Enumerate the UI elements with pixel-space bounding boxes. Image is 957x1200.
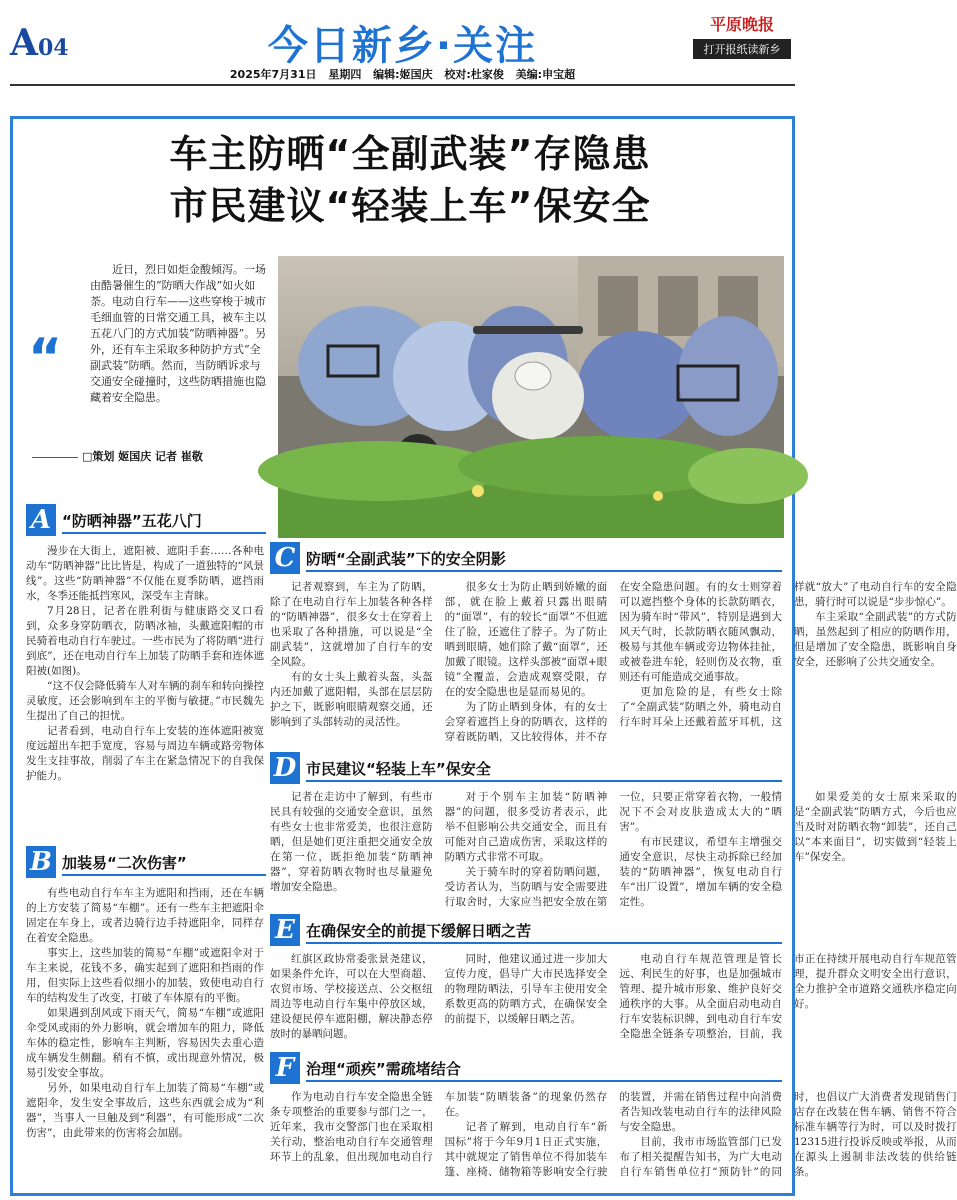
section-c-letter: C [270,542,300,574]
section-d-letter: D [270,752,300,784]
paragraph: 漫步在大街上，遮阳被、遮阳手套……各种电动车“防晒神器”比比皆是，构成了一道独特的“风景线”。这些“防晒神器”不仅能在夏季防晒，遮挡雨水，冬季还能抵挡寒风，深受车主青睐。 [26,545,264,602]
section-e-header [270,915,782,946]
paragraph: 电动自行车规范管理是管长远、利民生的好事，也是加强城市管理、提升城市形象、维护良好交通秩序的大事。从全面启动电动自行车安装标识牌，到电动自行车安全隐患全链条专项整治，目前，我市正在持续开展电动自行车规范管理，提升群众文明安全出行意识，全力推护全市道路交通秩序稳定向好。 [619,953,957,1040]
page-letter: A [10,22,38,64]
section-e-title: 在确保安全的前提下缓解日晒之苦 [306,920,782,944]
paragraph: 如果遇到刮风或下雨天气，简易“车棚”或遮阳伞受风或雨的外力影响，就会增加车的阻力，降低车体的稳定性，影响车主判断，容易因失去重心造成车辆发生侧翻。稍有不慎，或出现意外情况，极易引发安全事故。 [26,1007,264,1079]
headline-line-2: 市民建议“轻装上车”保安全 [169,184,651,228]
headline [60,128,760,232]
editor-credit: 编辑:姬国庆 [373,68,433,81]
byline-dash [32,457,78,458]
section-d-body [270,790,957,914]
paragraph: 有的女士头上戴着头盔，头盔内还加戴了遮阳帽，头部在层层防护之下，既影响眼睛观察交通，还影响到了头部转动的灵活性。 [270,671,433,728]
section-title: 今日新乡·关注 [267,23,538,69]
paragraph: 事实上，这些加装的简易“车棚”或遮阳伞对于车主来说，花钱不多，确实起到了遮阳和挡雨的作用，但实际上这些看似细小的加装，致使电动自行车的结构发生了改变，打破了车体原有的平衡。 [26,947,264,1004]
section-b-title: 加装易“二次伤害” [62,852,266,876]
section-a-body [26,544,264,814]
section-b-letter: B [26,846,56,878]
paragraph: 记者观察到，车主为了防晒，除了在电动自行车上加装各种各样的“防晒神器”，很多女士在穿着上也采取了各种措施，可以说是“全副武装”，这就增加了自行车的安全风险。 [270,581,433,668]
issue-date: 2025年7月31日 [229,68,317,81]
proofreader-credit: 校对:杜家俊 [444,68,504,81]
section-b-header [26,847,266,878]
paragraph: 目前，我市市场监管部门已发布了相关提醒告知书，为广大电动自行车销售单位打“预防针”的同时，也倡议广大消费者发现销售门店存在改装在售车辆、销售不符合标准车辆等行为时，可以及时拨打12315进行投诉反映或举报，从而在源头上遏制非法改装的供给链条。 [619,1091,957,1178]
section-b-body [26,886,264,1192]
section-a-letter: A [26,504,56,536]
section-f-title: 治理“顽疾”需疏堵结合 [306,1058,782,1082]
paragraph: 红旗区政协常委张景尧建议，如果条件允许，可以在大型商超、农贸市场、学校接送点、公交枢纽周边等电动自行车集中停放区域，建设便民停车遮阳棚，解决静态停放时的暴晒问题。 [270,953,433,1040]
paragraph: 更加危险的是，有些女士除了“全副武装”防晒之外，骑电动自行车时耳朵上还戴着蓝牙耳机，这样就“放大”了电动自行车的安全隐患，骑行时可以说是“步步惊心”。 [619,581,957,728]
article-photo [278,256,784,538]
paragraph: 为了防止晒到身体，有的女士会穿着遮挡上身的防晒衣，这样的穿着既防晒，又比较得体，并不存在安全隐患问题。有的女士则穿着可以遮挡整个身体的长款防晒衣，因为骑车时“带风”，特别是遇到大风天气时，长款防晒衣随风飘动，极易与其他车辆或旁边物体挂扯，或被卷进车轮，轻则伤及衣物，重则还有可能造成交通事故。 [444,581,782,743]
section-f-body [270,1090,957,1192]
section-e-body [270,952,957,1052]
issue-weekday: 星期四 [328,68,362,81]
paragraph: 车主采取“全副武装”的方式防晒，虽然起到了相应的防晒作用，但是增加了安全隐患，既影响自身安全，还影响了公共交通安全。 [793,611,957,668]
section-d-header [270,753,782,784]
byline [32,448,272,464]
paragraph: 对于个别车主加装“防晒神器”的问题，很多受访者表示，此举不但影响公共交通安全，而且有可能对自己造成伤害，采取这样的防晒方式非常不可取。 [444,791,608,863]
scooters-photo [278,256,784,538]
newspaper-logo [693,12,791,59]
paragraph: 如果爱美的女士原来采取的是“全副武装”防晒方式，今后也应当及时对防晒衣物“卸装”，还自己以“本来面目”，切实做到“轻装上车”保安全。 [793,791,957,863]
paragraph: 记者了解到，电动自行车“新国标”将于今年9月1日正式实施，其中就规定了销售单位不得加装车篷、座椅、储物箱等影响安全行驶的装置，并需在销售过程中向消费者告知改装电动自行车的法律风险与安全隐患。 [444,1091,782,1178]
logo-name: 平原晚报 [709,15,774,34]
section-a-header [26,505,266,536]
paragraph: 7月28日，记者在胜利街与健康路交叉口看到，众多身穿防晒衣，防晒冰袖，头戴遮阳帽的市民骑着电动自行车驶过。一些市民为了将防晒“进行到底”，还在电动自行车上加装了防晒手套和连体遮阳被(如图)。 [26,605,264,677]
paragraph: 很多女士为防止晒到娇嫩的面部，就在脸上戴着只露出眼睛的“面罩”，有的较长“面罩”不但遮住了脸，还遮住了脖子。为了防止晒到眼睛，她们除了戴“面罩”，还加戴了眼镜。这样头部被“面罩+眼镜”全覆盖，会造成观察受限，存在的安全隐患也是显而易见的。 [444,581,608,698]
section-e-letter: E [270,914,300,946]
paragraph: 有市民建议，希望车主增强交通安全意识，尽快主动拆除已经加装的“防晒神器”，恢复电动自行车“出厂设置”，增加车辆的安全稳定性。 [619,836,782,908]
byline-text: □策划 姬国庆 记者 崔敬 [82,450,203,463]
paragraph: “这不仅会降低骑车人对车辆的刹车和转向操控灵敏度，还会影响到车主的平衡与敏捷。”市民魏先生提出了自己的担忧。 [26,680,264,722]
page-number-digits: 04 [37,35,69,61]
headline-line-1: 车主防晒“全副武装”存隐患 [169,132,651,176]
section-c-title: 防晒“全副武装”下的安全阴影 [306,548,782,572]
masthead-rule [10,84,795,86]
paragraph: 作为电动自行车安全隐患全链条专项整治的重要参与部门之一，近年来，我市交警部门也在采取相关行动，整治电动自行车交通管理环节上的乱象，但出现加电动自行车加装“防晒装备”的现象仍然存在。 [270,1091,608,1163]
quote-icon: “ [28,328,63,388]
designer-credit: 美编:申宝超 [515,68,576,81]
page-number [10,22,69,64]
masthead [0,0,805,88]
paragraph: 关于骑车时的穿着防晒问题，受访者认为，当防晒与安全需要进行取舍时，大家应当把安全放在第一位，只要正常穿着衣物，一般情况下不会对皮肤造成太大的“晒害”。 [444,791,782,908]
paragraph: 有些电动自行车车主为遮阳和挡雨，还在车辆的上方安装了简易“车棚”。还有一些车主把遮阳伞固定在车身上，或者边骑行边手持遮阳伞，同样存在着安全隐患。 [26,887,264,944]
lead-text: 近日，烈日如炬金酸倾泻。一场由酷暑催生的“防晒大作战”如火如荼。电动自行车——这些穿梭于城市毛细血管的日常交通工具，被车主以五花八门的方式加装“防晒神器”。另外，还有车主采取多种防护方式“全副武装”防晒。然而，当防晒诉求与交通安全碰撞时，这些防晒措施也隐藏着安全隐患。 [90,263,267,404]
section-c-header [270,543,782,574]
lead-block [22,262,272,502]
section-f-header [270,1053,782,1084]
paragraph: 同时，他建议通过进一步加大宣传力度，倡导广大市民选择安全的物理防晒法，引导车主使用安全系数更高的防晒方式，在确保安全的前提下，以缓解日晒之苦。 [444,953,608,1025]
logo-slogan: 打开报纸读新乡 [693,39,791,59]
section-c-body [270,580,957,750]
paragraph: 记者在走访中了解到，有些市民具有较强的交通安全意识，虽然有些女士也非常爱美，也很注意防晒，但是她们更注重把交通安全放在第一位，既拒绝加装“防晒神器”，穿着防晒衣物时也尽量避免增加安全隐患。 [270,791,433,893]
paragraph: 记者看到，电动自行车上安装的连体遮阳被宽度远超出车把手宽度，容易与周边车辆或路旁物体发生支挂事故，削弱了车主在紧急情况下的自我保护能力。 [26,725,264,782]
section-f-letter: F [270,1052,300,1084]
paragraph: 另外，如果电动自行车上加装了简易“车棚”或遮阳伞，发生安全事故后，这些东西就会成为“利器”，当事人一旦触及到“利器”，有可能形成“二次伤害”，由此带来的伤害将会加剧。 [26,1082,264,1139]
section-a-title: “防晒神器”五花八门 [62,510,266,534]
section-d-title: 市民建议“轻装上车”保安全 [306,758,782,782]
date-line [0,66,805,82]
